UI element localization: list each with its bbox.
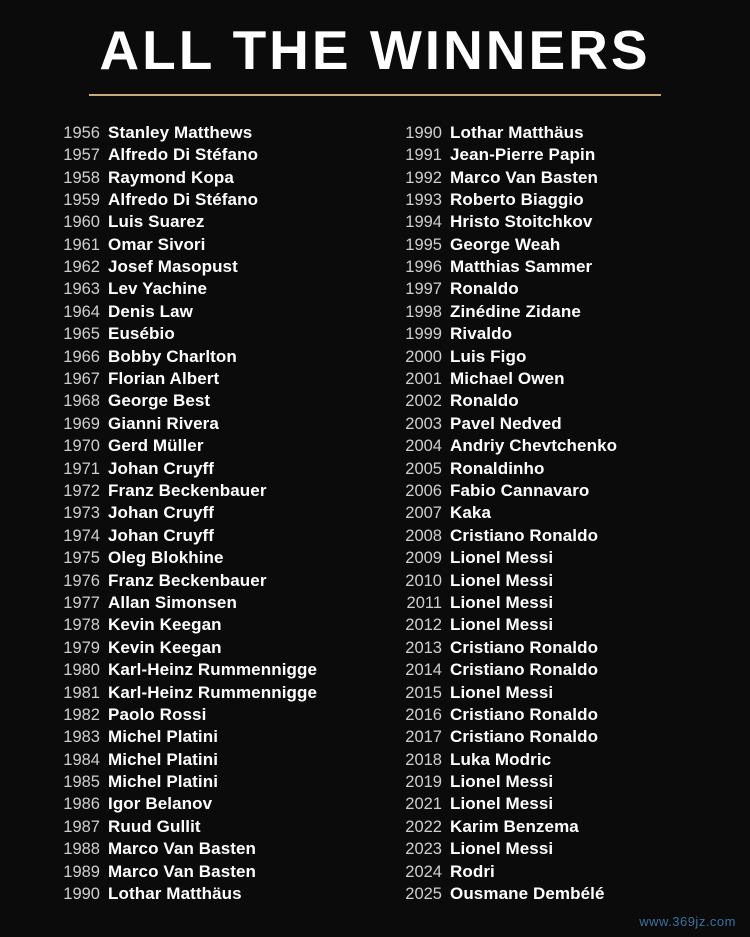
winner-name: Johan Cruyff — [108, 458, 215, 478]
winner-name: Cristiano Ronaldo — [450, 704, 599, 724]
winner-year: 1991 — [405, 146, 442, 165]
title-block — [0, 0, 750, 96]
winner-name: Bobby Charlton — [108, 346, 237, 366]
winner-year: 2005 — [405, 459, 442, 478]
winner-row — [396, 526, 696, 548]
winner-name: Lionel Messi — [450, 592, 554, 612]
winner-year: 1998 — [405, 302, 442, 321]
winner-row — [54, 503, 354, 525]
winner-row — [54, 235, 354, 257]
winner-year: 1972 — [63, 482, 100, 500]
winner-row — [396, 369, 696, 391]
winner-year: 1988 — [63, 840, 100, 859]
winner-name: Denis Law — [108, 301, 193, 321]
winner-year: 1960 — [63, 213, 100, 232]
title-divider — [89, 94, 661, 96]
winner-year: 2004 — [405, 437, 442, 456]
winner-row — [396, 168, 696, 190]
winner-year: 2019 — [405, 773, 442, 792]
winner-year: 1987 — [63, 817, 100, 836]
winner-row — [396, 145, 696, 167]
winner-row — [396, 324, 696, 346]
winner-name: Cristiano Ronaldo — [450, 727, 599, 747]
winner-name: Allan Simonsen — [108, 592, 237, 612]
winners-column-left — [54, 123, 354, 907]
winner-name: Gerd Müller — [108, 436, 204, 456]
winner-year: 1971 — [63, 459, 100, 478]
winner-row — [396, 302, 696, 324]
winner-row — [396, 347, 696, 369]
winner-year: 1964 — [63, 302, 100, 321]
winner-year: 1956 — [63, 123, 100, 142]
winner-year: 2025 — [405, 885, 442, 904]
winner-name: Karl-Heinz Rummennigge — [108, 660, 318, 680]
winner-row — [396, 727, 696, 749]
winner-year: 1995 — [405, 235, 442, 254]
winner-name: Rivaldo — [450, 324, 513, 344]
winner-name: Karl-Heinz Rummennigge — [108, 682, 318, 702]
winner-row — [396, 436, 696, 458]
winner-year: 1989 — [63, 862, 100, 881]
winner-name: Matthias Sammer — [450, 257, 593, 277]
winner-row — [54, 459, 354, 481]
winner-row — [54, 391, 354, 413]
winner-year: 1999 — [405, 325, 442, 344]
winner-name: Stanley Matthews — [108, 122, 253, 142]
winner-year: 1990 — [63, 885, 100, 904]
winner-name: George Best — [108, 391, 211, 411]
winner-name: Ronaldo — [450, 279, 519, 299]
winner-name: Alfredo Di Stéfano — [108, 145, 259, 165]
winner-row — [396, 660, 696, 682]
winner-year: 1978 — [63, 616, 100, 635]
winner-row — [54, 839, 354, 861]
winner-name: Kaka — [450, 503, 492, 523]
winner-row — [396, 212, 696, 234]
winner-row — [54, 324, 354, 346]
winner-year: 1969 — [63, 414, 100, 433]
winner-year: 2011 — [406, 593, 442, 612]
winner-row — [54, 548, 354, 570]
winner-name: Michael Owen — [450, 369, 565, 389]
winner-row — [396, 638, 696, 660]
winner-year: 2018 — [405, 750, 442, 769]
winner-row — [54, 884, 354, 906]
winner-row — [396, 772, 696, 794]
winner-name: Cristiano Ronaldo — [450, 637, 599, 657]
winner-year: 2009 — [405, 549, 442, 568]
winner-year: 2024 — [405, 862, 442, 881]
winner-year: 1970 — [63, 437, 100, 456]
winner-row — [54, 727, 354, 749]
winner-year: 2023 — [405, 840, 442, 859]
winner-row — [396, 705, 696, 727]
winner-name: Lionel Messi — [450, 839, 554, 859]
winner-name: Michel Platini — [108, 727, 219, 747]
winner-year: 1976 — [63, 571, 100, 590]
winner-name: Omar Sivori — [108, 234, 206, 254]
winner-year: 1973 — [63, 504, 100, 523]
winner-name: Fabio Cannavaro — [450, 481, 590, 500]
winner-name: Pavel Nedved — [450, 413, 562, 433]
winner-year: 2017 — [405, 728, 442, 747]
page-title: ALL THE WINNERS — [99, 19, 651, 81]
winner-row — [54, 660, 354, 682]
winner-name: Lothar Matthäus — [108, 884, 242, 904]
winner-name: Lionel Messi — [450, 570, 554, 590]
winner-row — [54, 347, 354, 369]
winner-row — [396, 615, 696, 637]
winner-name: Luis Figo — [450, 346, 527, 366]
winner-row — [54, 168, 354, 190]
winner-year: 2021 — [405, 795, 442, 814]
winner-name: Kevin Keegan — [108, 615, 222, 635]
winner-row — [396, 593, 696, 615]
winner-year: 2022 — [405, 817, 442, 836]
winner-name: Marco Van Basten — [450, 167, 599, 187]
winner-name: Josef Masopust — [108, 257, 238, 277]
winner-year: 1994 — [405, 213, 442, 232]
winner-year: 2001 — [405, 370, 442, 389]
winner-year: 1962 — [63, 258, 100, 277]
winner-year: 1990 — [405, 123, 442, 142]
winner-name: Lionel Messi — [450, 772, 554, 792]
watermark: www.369jz.com — [639, 914, 736, 929]
winner-row — [396, 257, 696, 279]
winner-name: Karim Benzema — [450, 816, 579, 836]
winner-row — [396, 548, 696, 570]
winner-name: Luka Modric — [450, 749, 552, 769]
winner-row — [396, 862, 696, 884]
winner-row — [54, 615, 354, 637]
winner-row — [396, 794, 696, 816]
winner-row — [54, 123, 354, 145]
winner-name: Michel Platini — [108, 749, 219, 769]
winner-year: 1984 — [63, 750, 100, 769]
winner-row — [396, 571, 696, 593]
winner-year: 1968 — [63, 392, 100, 411]
winner-row — [54, 481, 354, 503]
winner-year: 1996 — [405, 258, 442, 277]
winner-year: 2016 — [405, 705, 442, 724]
winner-row — [396, 683, 696, 705]
winner-year: 1997 — [405, 280, 442, 299]
winner-year: 2013 — [405, 638, 442, 657]
winner-name: Raymond Kopa — [108, 167, 234, 187]
winner-row — [54, 794, 354, 816]
winner-row — [54, 571, 354, 593]
winner-name: Lionel Messi — [450, 548, 554, 568]
winner-row — [54, 212, 354, 234]
winner-row — [54, 145, 354, 167]
winner-name: George Weah — [450, 234, 561, 254]
winner-row — [54, 190, 354, 212]
winner-name: Ousmane Dembélé — [450, 884, 605, 904]
winner-name: Lev Yachine — [108, 279, 208, 299]
winner-year: 2000 — [405, 347, 442, 366]
winner-year: 2003 — [405, 414, 442, 433]
winner-year: 1985 — [63, 773, 100, 792]
winner-row — [396, 414, 696, 436]
winner-name: Johan Cruyff — [108, 503, 215, 523]
winner-year: 1965 — [63, 325, 100, 344]
winner-row — [54, 257, 354, 279]
winner-name: Lothar Matthäus — [450, 122, 584, 142]
winner-row — [396, 839, 696, 861]
winner-name: Marco Van Basten — [108, 839, 257, 859]
winner-year: 2006 — [405, 482, 442, 500]
winner-name: Cristiano Ronaldo — [450, 525, 599, 545]
winner-row — [396, 884, 696, 906]
winner-row — [54, 638, 354, 660]
winner-name: Oleg Blokhine — [108, 548, 224, 568]
winner-year: 1981 — [63, 683, 100, 702]
winner-year: 1961 — [63, 235, 100, 254]
winner-year: 2012 — [405, 616, 442, 635]
winner-row — [396, 235, 696, 257]
winner-row — [54, 526, 354, 548]
winner-year: 1957 — [63, 146, 100, 165]
winner-row — [54, 750, 354, 772]
winner-row — [54, 817, 354, 839]
winner-year: 2014 — [405, 661, 442, 680]
winner-name: Johan Cruyff — [108, 525, 215, 545]
winners-column-right — [396, 123, 696, 907]
winner-row — [54, 862, 354, 884]
winner-row — [54, 705, 354, 727]
winner-name: Lionel Messi — [450, 794, 554, 814]
winner-year: 1975 — [63, 549, 100, 568]
winner-name: Cristiano Ronaldo — [450, 660, 599, 680]
winner-row — [396, 817, 696, 839]
winner-name: Rodri — [450, 861, 495, 881]
winner-row — [54, 414, 354, 436]
winner-year: 1980 — [63, 661, 100, 680]
winner-year: 1966 — [63, 347, 100, 366]
winner-row — [396, 391, 696, 413]
winner-name: Igor Belanov — [108, 794, 213, 814]
winner-row — [54, 369, 354, 391]
winner-year: 2002 — [405, 392, 442, 411]
winner-name: Ronaldinho — [450, 458, 545, 478]
winner-row — [54, 772, 354, 794]
winner-name: Lionel Messi — [450, 615, 554, 635]
winner-row — [396, 503, 696, 525]
winner-name: Roberto Biaggio — [450, 189, 584, 209]
winner-row — [54, 436, 354, 458]
winner-row — [54, 279, 354, 301]
winner-name: Zinédine Zidane — [450, 301, 581, 321]
winner-year: 1977 — [63, 593, 100, 612]
winner-row — [54, 593, 354, 615]
winner-name: Paolo Rossi — [108, 704, 207, 724]
winner-year: 2008 — [405, 526, 442, 545]
winner-name: Franz Beckenbauer — [108, 570, 267, 590]
winner-year: 1993 — [405, 190, 442, 209]
winner-name: Kevin Keegan — [108, 637, 222, 657]
winner-row — [396, 190, 696, 212]
winner-name: Michel Platini — [108, 772, 219, 792]
winner-year: 1967 — [63, 370, 100, 389]
winner-name: Lionel Messi — [450, 682, 554, 702]
winner-name: Luis Suarez — [108, 212, 205, 232]
winner-year: 2015 — [405, 683, 442, 702]
winner-year: 1992 — [405, 168, 442, 187]
winner-row — [396, 481, 696, 503]
winner-name: Marco Van Basten — [108, 861, 257, 881]
winner-name: Eusébio — [108, 324, 175, 344]
winner-name: Jean-Pierre Papin — [450, 145, 596, 165]
winner-row — [54, 683, 354, 705]
winner-name: Ronaldo — [450, 391, 519, 411]
winner-year: 1983 — [63, 728, 100, 747]
winner-row — [396, 750, 696, 772]
winner-row — [396, 123, 696, 145]
winner-name: Alfredo Di Stéfano — [108, 189, 259, 209]
winner-name: Ruud Gullit — [108, 816, 201, 836]
winner-row — [54, 302, 354, 324]
winner-year: 1959 — [63, 190, 100, 209]
winner-year: 1982 — [63, 705, 100, 724]
winner-name: Hristo Stoitchkov — [450, 212, 593, 232]
winner-name: Gianni Rivera — [108, 413, 219, 433]
winners-columns — [0, 123, 750, 907]
winner-year: 2007 — [405, 504, 442, 523]
winner-year: 1986 — [63, 795, 100, 814]
winner-year: 1963 — [63, 280, 100, 299]
winner-year: 1979 — [63, 638, 100, 657]
winner-year: 2010 — [405, 571, 442, 590]
winner-name: Florian Albert — [108, 369, 220, 389]
winner-year: 1958 — [63, 168, 100, 187]
winner-row — [396, 279, 696, 301]
winner-row — [396, 459, 696, 481]
winner-year: 1974 — [63, 526, 100, 545]
winner-name: Andriy Chevtchenko — [450, 436, 618, 456]
winner-name: Franz Beckenbauer — [108, 481, 267, 500]
